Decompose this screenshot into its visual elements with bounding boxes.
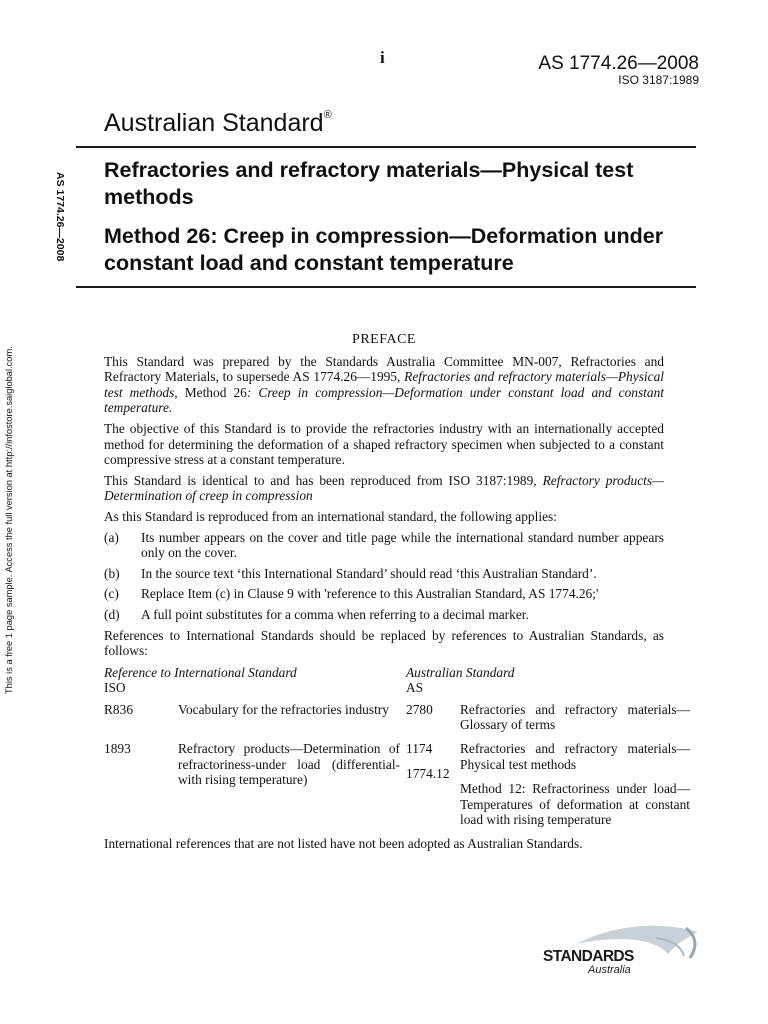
as-number-cell	[406, 741, 460, 836]
standard-number: AS 1774.26—2008	[538, 53, 699, 74]
preface-paragraph-2: The objective of this Standard is to provide the refractories industry with an internationally accepted method for determining the deformation of a shaped refractory specimen when subjected to a constant compressive stress at a constant temperature.	[104, 420, 664, 468]
logo-wordmark: STANDARDS	[543, 948, 634, 965]
top-rule	[76, 146, 696, 148]
iso-number-cell: R836	[104, 701, 134, 717]
header-intl-text: Reference to International Standard	[104, 664, 297, 680]
list-item-label: (b)	[104, 565, 120, 581]
p1-part-c: Method 26	[177, 384, 247, 400]
footer-note: International references that are not listed have not been adopted as Australian Standards.	[104, 836, 583, 852]
page-number: i	[380, 48, 385, 67]
iso-number: ISO 3187:1989	[618, 73, 699, 87]
series-title-text: Australian Standard	[104, 109, 324, 137]
table-row	[104, 702, 690, 741]
list-item-text: Its number appears on the cover and title page while the international standard number appears only on the cover.	[141, 529, 664, 561]
series-title	[104, 109, 332, 138]
as-title-cell: Refractories and refractory materials—Glossary of terms	[460, 701, 690, 733]
list-item	[104, 566, 664, 582]
list-item	[104, 530, 664, 561]
as-title-1: Refractories and refractory materials—Physical test methods	[460, 741, 690, 772]
iso-title-cell: Vocabulary for the refractories industry	[178, 701, 389, 717]
preface-paragraph-1	[104, 354, 664, 416]
iso-number-cell: 1893	[104, 741, 131, 757]
standards-australia-logo	[536, 918, 706, 980]
as-number-cell: 2780	[406, 701, 433, 717]
as-number-1: 1174	[406, 741, 433, 757]
as-number-2: 1774.12	[406, 765, 450, 781]
reference-table	[104, 665, 690, 836]
preface-heading: PREFACE	[352, 332, 416, 347]
bottom-rule	[76, 286, 696, 288]
p1-part-b: Refractories and refractory materials—Physical test methods,	[104, 369, 664, 400]
p1-part-d: : Creep in compression—Deformation under constant load and constant temperature.	[104, 384, 664, 416]
logo-subtext: Australia	[588, 964, 631, 976]
list-item-label: (a)	[104, 529, 119, 545]
list-item-label: (d)	[104, 606, 120, 622]
side-standard-text: AS 1774.26—2008	[54, 172, 66, 262]
registered-mark: ®	[323, 108, 332, 121]
list-item-text: Replace Item (c) in Clause 9 with 'reference to this Australian Standard, AS 1774.26;'	[141, 586, 599, 602]
document-title: Refractories and refractory materials—Physical test methods	[104, 158, 634, 209]
p3-part-b: Refractory products—Determination of creep in compression	[104, 472, 665, 504]
header-as-text: AS	[406, 680, 424, 696]
list-item	[104, 586, 664, 602]
preface-paragraph-3	[104, 473, 664, 504]
side-standard-label	[52, 172, 70, 292]
list-item-label: (c)	[104, 586, 119, 602]
table-header-row	[104, 665, 690, 702]
table-row	[104, 741, 690, 836]
iso-title-cell: Refractory products—Determination of refractoriness-under load (differential-with rising temperature)	[178, 741, 400, 788]
p3-part-a: This Standard is identical to and has been reproduced from ISO 3187:1989,	[104, 472, 543, 488]
header-iso-text: ISO	[104, 680, 126, 696]
preface-paragraph-5: References to International Standards should be replaced by references to Australian Standards, as follows:	[104, 627, 664, 659]
table-header-aus	[406, 665, 690, 702]
list-item	[104, 607, 664, 623]
as-title-cell	[460, 741, 690, 836]
preface-body	[104, 332, 690, 857]
p1-part-a: This Standard was prepared by the Standards Australia Committee MN-007, Refractories and Refractory Materials, to supersede AS 1774.26—1995,	[104, 353, 664, 385]
list-item-text: A full point substitutes for a comma when referring to a decimal marker.	[141, 606, 529, 622]
method-title: Method 26: Creep in compression—Deformation under constant load and constant temperature	[104, 224, 664, 275]
table-header-intl	[104, 665, 406, 702]
side-sample-note	[4, 326, 20, 694]
header-aus-text: Australian Standard	[406, 664, 515, 680]
side-sample-text: This is a free 1 page sample. Access the full version at http://infostore.saiglobal.com.	[4, 346, 14, 694]
list-item-text: In the source text ‘this International Standard’ should read ‘this Australian Standard’.	[141, 565, 597, 581]
preface-paragraph-4: As this Standard is reproduced from an international standard, the following applies:	[104, 508, 557, 524]
as-title-2: Method 12: Refractoriness under load—Temperatures of deformation at constant load with rising temperature	[460, 781, 690, 828]
